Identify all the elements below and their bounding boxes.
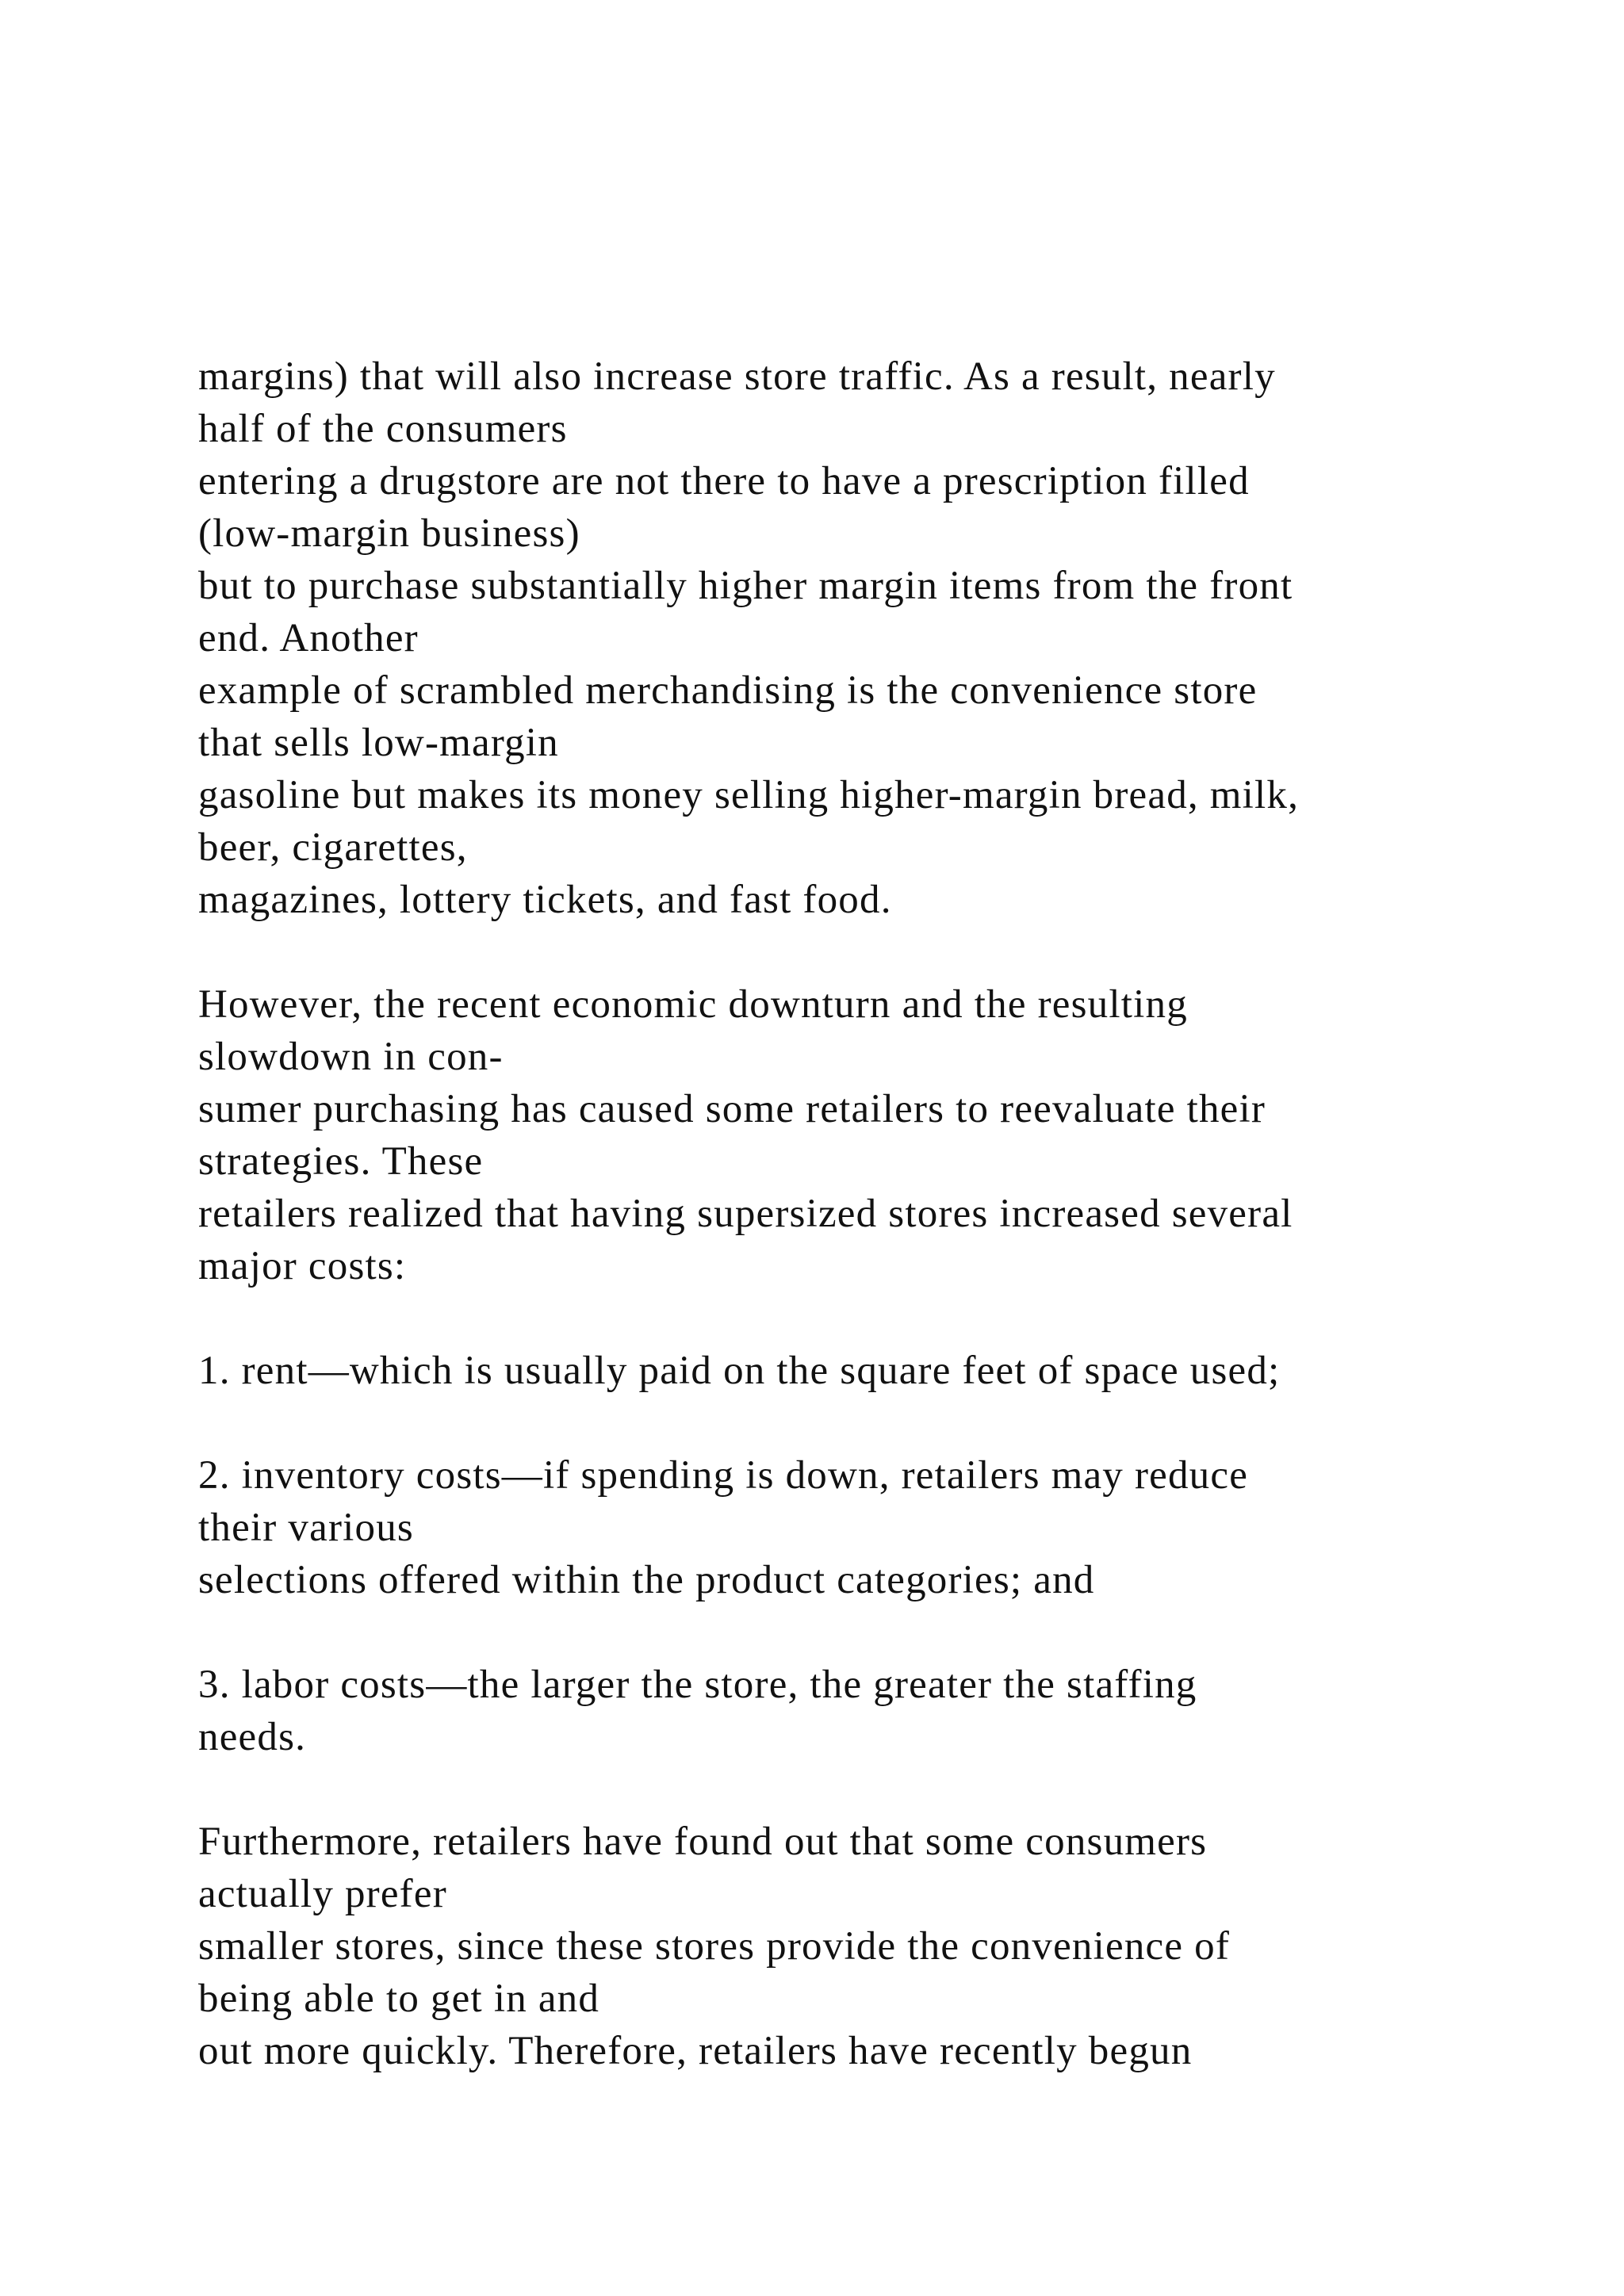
text-line: actually prefer: [198, 1872, 447, 1916]
paragraph-gap: [198, 1606, 1546, 1659]
text-line: margins) that will also increase store traffic. As a result, nearly: [198, 354, 1276, 399]
text-line: smaller stores, since these stores provide the convenience of: [198, 1924, 1231, 1969]
text-line: (low-margin business): [198, 511, 580, 556]
list-item-2: 2. inventory costs—if spending is down, retailers may reduce: [198, 1453, 1249, 1498]
text-line: end. Another: [198, 616, 419, 660]
text-line: needs.: [198, 1715, 307, 1759]
text-line: sumer purchasing has caused some retailers to reevaluate their: [198, 1087, 1266, 1131]
paragraph-gap: [198, 1397, 1546, 1449]
paragraph-gap: [198, 1763, 1546, 1816]
paragraph-gap: [198, 1292, 1546, 1345]
text-line: being able to get in and: [198, 1976, 600, 2021]
text-line: major costs:: [198, 1244, 407, 1288]
text-line: out more quickly. Therefore, retailers have recently begun: [198, 2029, 1193, 2073]
text-line: Furthermore, retailers have found out that some consumers: [198, 1820, 1208, 1864]
text-line: selections offered within the product categories; and: [198, 1558, 1095, 1602]
text-line: strategies. These: [198, 1139, 484, 1184]
body-text: [198, 350, 1546, 2077]
list-item-3: 3. labor costs—the larger the store, the greater the staffing: [198, 1663, 1197, 1707]
text-line: half of the consumers: [198, 407, 568, 451]
text-line: retailers realized that having supersized stores increased several: [198, 1192, 1293, 1236]
text-line: gasoline but makes its money selling higher-margin bread, milk,: [198, 773, 1300, 817]
text-line: example of scrambled merchandising is the convenience store: [198, 668, 1258, 713]
text-line: their various: [198, 1506, 414, 1550]
text-line: beer, cigarettes,: [198, 825, 468, 870]
text-line: slowdown in con-: [198, 1035, 504, 1079]
text-line: magazines, lottery tickets, and fast food.: [198, 878, 892, 922]
text-line: entering a drugstore are not there to have a prescription filled: [198, 459, 1250, 503]
list-item-1: 1. rent—which is usually paid on the square feet of space used;: [198, 1349, 1281, 1393]
text-line: that sells low-margin: [198, 721, 559, 765]
text-line: but to purchase substantially higher margin items from the front: [198, 564, 1293, 608]
paragraph-gap: [198, 926, 1546, 978]
text-line: However, the recent economic downturn and the resulting: [198, 982, 1188, 1027]
